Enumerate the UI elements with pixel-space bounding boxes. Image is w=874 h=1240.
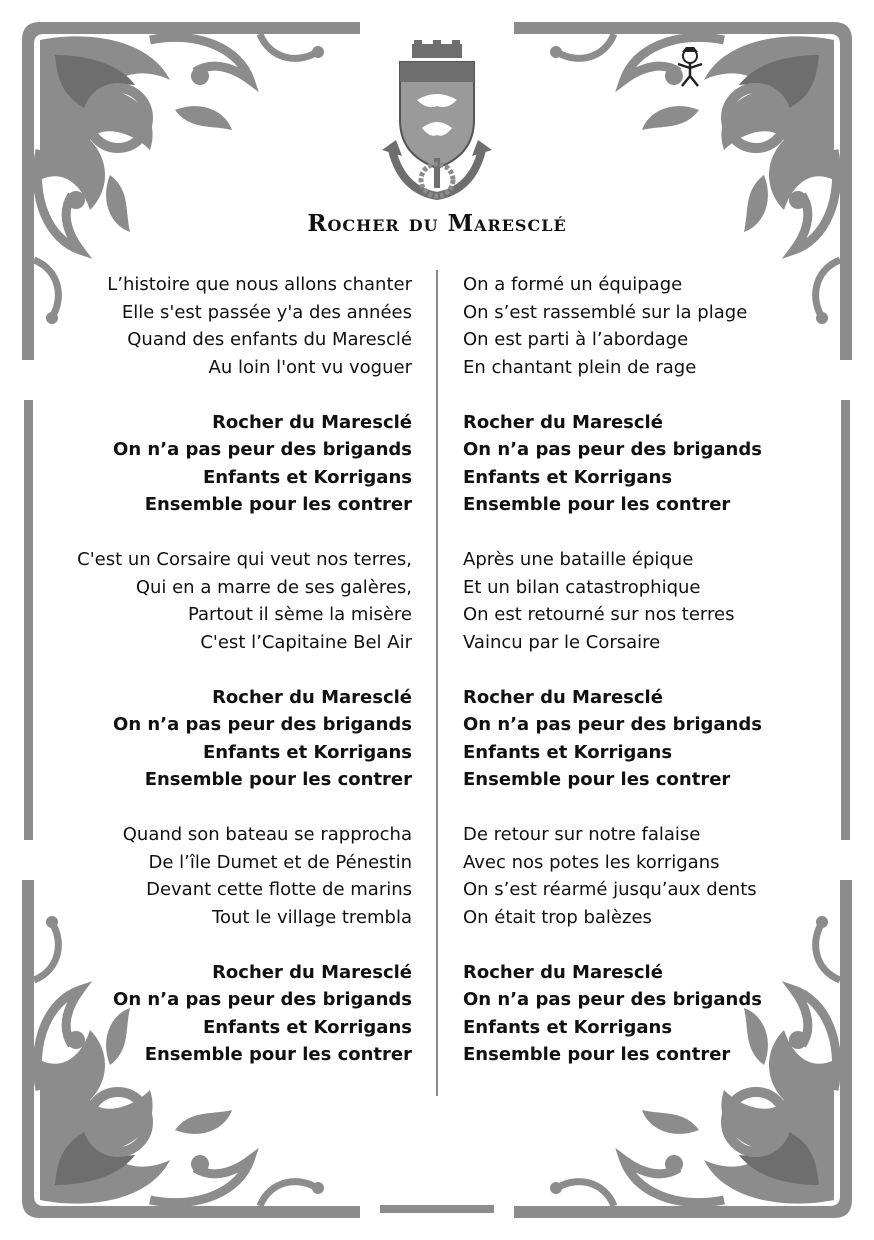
chorus-stanza	[60, 684, 412, 794]
verse-stanza	[60, 546, 412, 656]
lyric-line: Enfants et Korrigans	[463, 466, 673, 488]
verse-stanza	[463, 271, 815, 381]
lyric-line: Ensemble pour les contrer	[144, 769, 412, 790]
lyric-line: Quand son bateau se rapprocha	[122, 824, 412, 845]
page-title: Rocher du Maresclé	[307, 210, 567, 237]
lyrics-left-column	[60, 271, 412, 1096]
lyric-line: Tout le village trembla	[212, 906, 412, 928]
chorus-stanza	[463, 959, 815, 1069]
lyric-line: Enfants et Korrigans	[202, 1016, 412, 1038]
chorus-stanza	[60, 959, 412, 1069]
lyric-line: Qui en a marre de ses galères,	[135, 576, 412, 598]
lyric-line: Enfants et Korrigans	[463, 1016, 673, 1038]
lyric-line: L’histoire que nous allons chanter	[107, 274, 412, 295]
lyric-line: Vaincu par le Corsaire	[463, 631, 661, 653]
lyric-line: On n’a pas peur des brigands	[463, 439, 762, 460]
lyric-line: On est retourné sur nos terres	[463, 604, 735, 625]
column-divider	[436, 270, 438, 1096]
lyric-line: Ensemble pour les contrer	[144, 1044, 412, 1065]
lyric-line: On n’a pas peur des brigands	[463, 989, 762, 1010]
lyric-line: On s’est rassemblé sur la plage	[463, 301, 748, 323]
lyric-line: Ensemble pour les contrer	[463, 769, 731, 790]
lyric-line: Enfants et Korrigans	[463, 741, 673, 763]
lyric-line: On est parti à l’abordage	[463, 329, 689, 350]
lyric-line: On a formé un équipage	[463, 274, 683, 295]
lyric-line: Après une bataille épique	[463, 549, 694, 570]
lyric-line: On n’a pas peur des brigands	[463, 714, 762, 735]
lyric-line: On n’a pas peur des brigands	[113, 439, 412, 460]
lyric-line: Ensemble pour les contrer	[463, 494, 731, 515]
lyric-line: Avec nos potes les korrigans	[463, 851, 720, 873]
lyric-line: Et un bilan catastrophique	[463, 576, 701, 598]
verse-stanza	[463, 546, 815, 656]
lyric-line: De retour sur notre falaise	[463, 824, 701, 845]
lyric-line: Rocher du Maresclé	[212, 411, 412, 433]
lyric-line: On n’a pas peur des brigands	[113, 989, 412, 1010]
lyric-line: Rocher du Maresclé	[463, 411, 663, 433]
lyric-line: Rocher du Maresclé	[212, 686, 412, 708]
lyric-line: Enfants et Korrigans	[202, 466, 412, 488]
lyric-line: On n’a pas peur des brigands	[113, 714, 412, 735]
lyric-line: Elle s'est passée y'a des années	[121, 301, 412, 323]
lyric-line: En chantant plein de rage	[463, 356, 697, 378]
lyric-line: Rocher du Maresclé	[463, 961, 663, 983]
lyric-line: Ensemble pour les contrer	[463, 1044, 731, 1065]
anchor-crest-emblem	[372, 40, 502, 200]
lyric-line: De l’île Dumet et de Pénestin	[148, 851, 412, 873]
lyric-line: On était trop balèzes	[463, 906, 652, 928]
chorus-stanza	[463, 409, 815, 519]
chorus-stanza	[60, 409, 412, 519]
lyric-line: Rocher du Maresclé	[212, 961, 412, 983]
verse-stanza	[463, 821, 815, 931]
lyric-line: Quand des enfants du Maresclé	[127, 329, 412, 350]
chorus-stanza	[463, 684, 815, 794]
verse-stanza	[60, 271, 412, 381]
lyric-line: Ensemble pour les contrer	[144, 494, 412, 515]
lyric-line: Enfants et Korrigans	[202, 741, 412, 763]
lyric-line: Au loin l'ont vu voguer	[208, 356, 412, 378]
lyric-line: Devant cette flotte de marins	[146, 879, 412, 900]
lyric-line: Partout il sème la misère	[187, 604, 412, 625]
lyrics-right-column	[463, 271, 815, 1096]
pirate-figure-icon	[668, 44, 712, 88]
lyric-line: On s’est réarmé jusqu’aux dents	[463, 879, 757, 900]
verse-stanza	[60, 821, 412, 931]
lyric-line: C'est un Corsaire qui veut nos terres,	[77, 549, 412, 570]
lyric-line: Rocher du Maresclé	[463, 686, 663, 708]
lyric-line: C'est l’Capitaine Bel Air	[200, 631, 412, 653]
